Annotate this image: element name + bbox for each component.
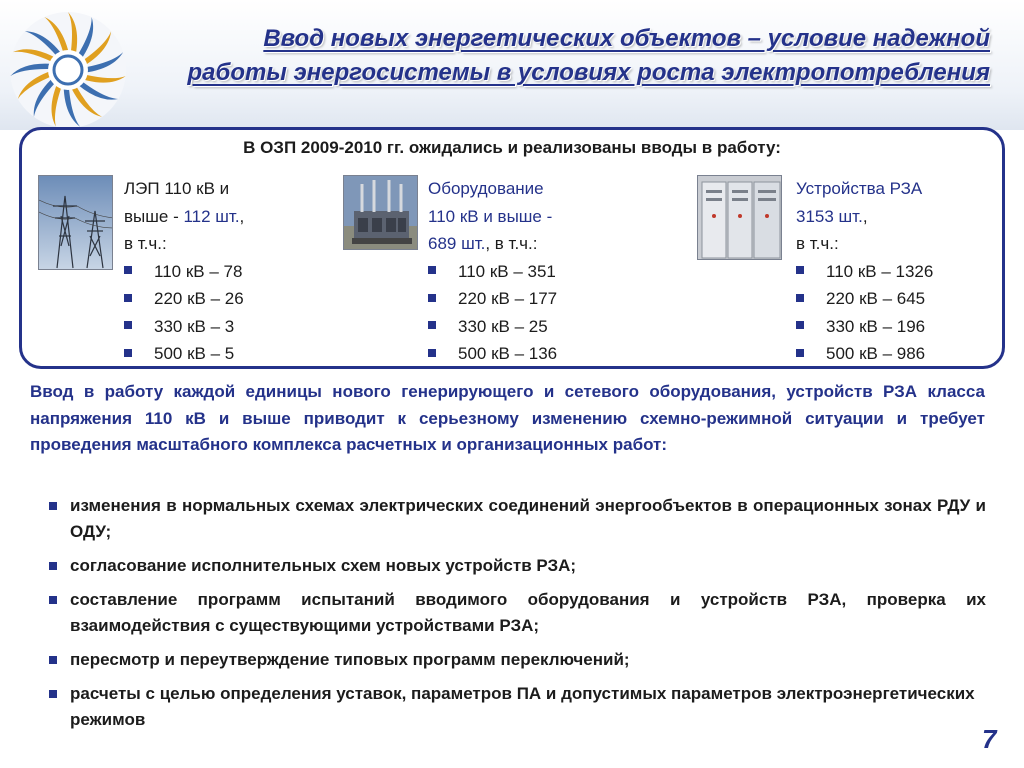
list-item: пересмотр и переутверждение типовых программ переключений;: [46, 647, 986, 673]
list-item: 330 кВ – 3: [124, 313, 324, 341]
bullet-square-icon: [124, 266, 132, 274]
bullet-square-icon: [796, 349, 804, 357]
transformer-equipment-photo: [343, 175, 418, 250]
company-logo-icon: [6, 8, 136, 138]
list-item: 110 кВ – 351: [428, 258, 648, 286]
list-item: 220 кВ – 645: [796, 285, 996, 313]
list-item: 500 кВ – 986: [796, 340, 996, 368]
power-line-towers-photo: [38, 175, 113, 270]
lines-count: 112 шт.: [183, 206, 240, 226]
relay-line1: Устройства РЗА: [796, 179, 923, 198]
bullet-square-icon: [796, 321, 804, 329]
bullet-square-icon: [428, 266, 436, 274]
column-relay: [796, 175, 996, 368]
bullet-square-icon: [49, 596, 57, 604]
lines-line2c: ,: [239, 206, 245, 226]
bullet-square-icon: [49, 656, 57, 664]
bullet-square-icon: [124, 349, 132, 357]
equipment-line3b: , в т.ч.:: [485, 234, 538, 253]
list-item: 500 кВ – 5: [124, 340, 324, 368]
box-heading: В ОЗП 2009-2010 гг. ожидались и реализованы вводы в работу:: [243, 138, 781, 157]
relay-line2b: ,: [862, 206, 868, 226]
equipment-line2: 110 кВ и выше -: [428, 206, 553, 226]
column-lines: [124, 175, 324, 368]
list-item: расчеты с целью определения уставок, параметров ПА и допустимых параметров электроэнергетических режимов: [46, 681, 986, 733]
bullet-square-icon: [49, 562, 57, 570]
intro-paragraph: Ввод в работу каждой единицы нового генерирующего и сетевого оборудования, устройств РЗА класса напряжения 110 кВ и выше приводит к серьезному изменению схемно-режимной ситуации и требует проведения масштабного комплекса расчетных и организационных работ:: [30, 382, 985, 454]
bullet-square-icon: [124, 321, 132, 329]
lines-line2a: выше -: [124, 206, 184, 226]
bullet-square-icon: [124, 294, 132, 302]
list-item: составление программ испытаний вводимого оборудования и устройств РЗА, проверка их взаимодействия с существующими устройствами РЗА;: [46, 587, 986, 639]
list-item: 330 кВ – 25: [428, 313, 648, 341]
work-items-list: [46, 493, 986, 741]
bullet-square-icon: [428, 349, 436, 357]
relay-count: 3153 шт.: [796, 206, 863, 226]
bullet-square-icon: [428, 294, 436, 302]
list-item: 110 кВ – 78: [124, 258, 324, 286]
list-item: 220 кВ – 26: [124, 285, 324, 313]
bullet-square-icon: [428, 321, 436, 329]
list-item: 500 кВ – 136: [428, 340, 648, 368]
bullet-square-icon: [49, 690, 57, 698]
equipment-line1: Оборудование: [428, 179, 544, 198]
relay-line3: в т.ч.:: [796, 234, 839, 253]
equipment-count: 689 шт.: [428, 234, 486, 253]
bullet-square-icon: [49, 502, 57, 510]
list-item: изменения в нормальных схемах электрических соединений энергообъектов в операционных зонах РДУ и ОДУ;: [46, 493, 986, 545]
list-item: 330 кВ – 196: [796, 313, 996, 341]
list-item: 220 кВ – 177: [428, 285, 648, 313]
lines-line3: в т.ч.:: [124, 234, 167, 253]
column-equipment: [428, 175, 648, 368]
slide-title: Ввод новых энергетических объектов – условие надежной работы энергосистемы в условиях роста электропотребления: [187, 25, 990, 86]
relay-cabinets-photo: [697, 175, 782, 260]
bullet-square-icon: [796, 266, 804, 274]
lines-line1: ЛЭП 110 кВ и: [124, 179, 230, 198]
list-item: согласование исполнительных схем новых устройств РЗА;: [46, 553, 986, 579]
bullet-square-icon: [796, 294, 804, 302]
list-item: 110 кВ – 1326: [796, 258, 996, 286]
page-number: 7: [982, 724, 997, 754]
commissioning-summary-box: [19, 127, 1005, 369]
